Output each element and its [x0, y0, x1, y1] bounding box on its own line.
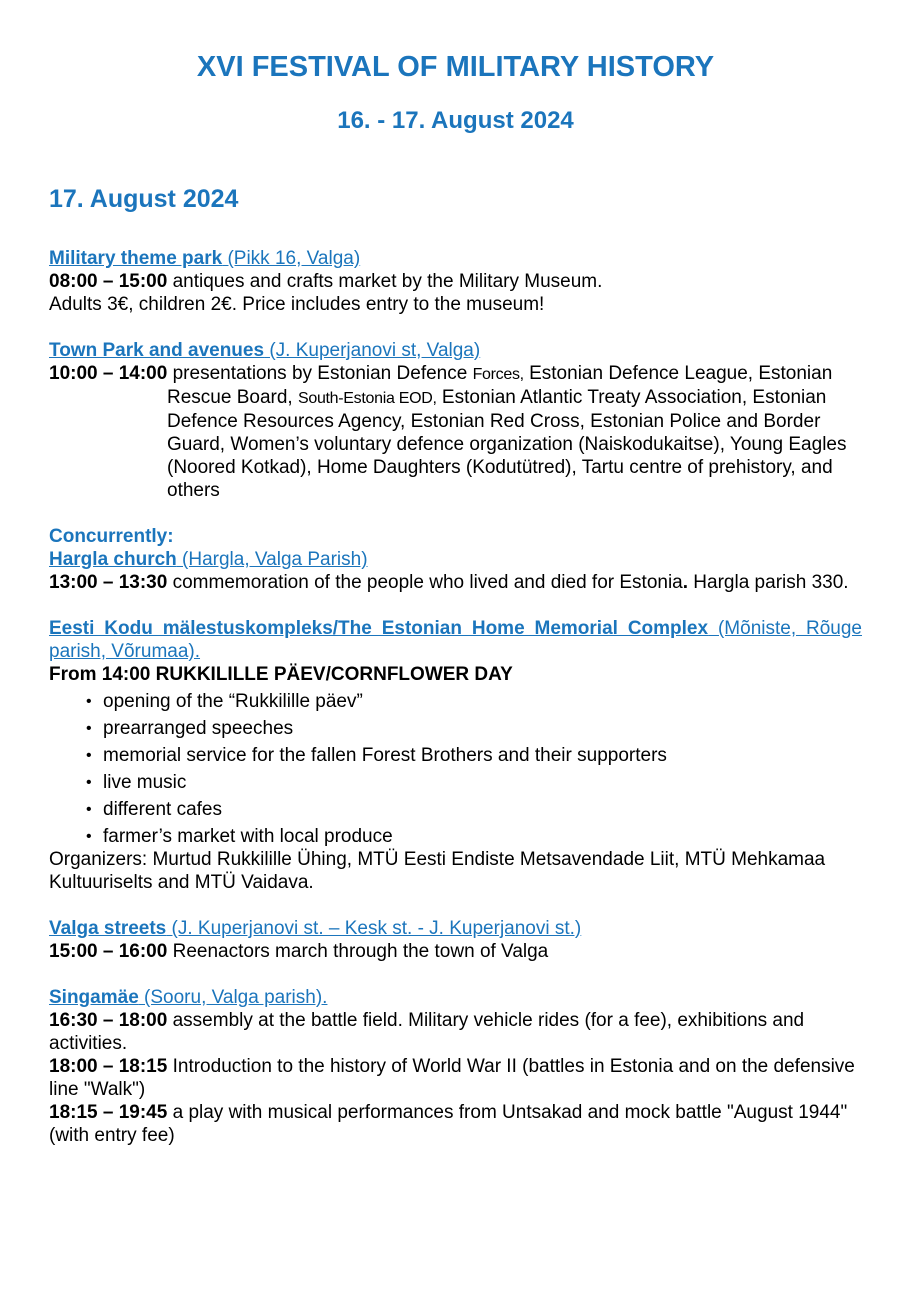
venue-heading-military-theme-park [49, 247, 862, 270]
bullet-item [49, 690, 862, 713]
event-line [49, 940, 862, 963]
festival-dates-subtitle: 16. - 17. August 2024 [337, 107, 574, 134]
bullet-item [49, 771, 862, 794]
venue-location-link[interactable]: (Hargla, Valga Parish) [176, 549, 368, 570]
event-time: 18:00 – 18:15 [49, 1056, 168, 1077]
venue-name-link[interactable]: Hargla church [49, 549, 177, 570]
event-line [49, 1055, 862, 1101]
bullet-text: opening of the “Rukkilille päev” [103, 691, 363, 712]
event-description: assembly at the battle field. Military vehicle rides (for a fee), exhibitions and activities. [49, 1010, 805, 1054]
bullet-text: prearranged speeches [103, 718, 294, 739]
bold-period: . [682, 572, 689, 593]
bullet-icon: • [86, 801, 92, 818]
event-line [49, 1101, 862, 1147]
event-description: Introduction to the history of World War II (battles in Estonia and on the defensive line "Walk") [49, 1056, 855, 1100]
event-description-part: presentations by Estonian Defence [167, 363, 473, 384]
day-heading: 17. August 2024 [49, 185, 239, 213]
venue-location-link[interactable]: (Sooru, Valga parish). [138, 987, 328, 1008]
bullet-item [49, 717, 862, 740]
venue-heading-eesti-kodu [49, 617, 862, 663]
bullet-icon: • [86, 828, 92, 845]
event-time: 16:30 – 18:00 [49, 1010, 168, 1031]
venue-location-link[interactable]: (J. Kuperjanovi st, Valga) [264, 340, 481, 361]
event-description-part: Estonian Defence League, Estonian Rescue Board, [167, 363, 833, 408]
section-valga-streets [49, 917, 862, 963]
event-time: 13:00 – 13:30 [49, 572, 168, 593]
event-description: a play with musical performances from Untsakad and mock battle "August 1944" (with entry fee) [49, 1102, 848, 1146]
bullet-text: different cafes [103, 799, 223, 820]
event-description: commemoration of the people who lived and died for Estonia [167, 572, 683, 593]
bullet-text: memorial service for the fallen Forest Brothers and their supporters [103, 745, 667, 766]
bullet-text: live music [103, 772, 187, 793]
event-line [49, 1009, 862, 1055]
event-description-part: Estonian Atlantic Treaty Association, Estonian Defence Resources Agency, Estonian Red Cross, Estonian Police and Border Guard, Women’s voluntary defence organization (Naiskodukaitse), Young Eagles (Noored Kotkad), Home Daughters (Kodutütred), Tartu centre of prehistory, and others [167, 387, 847, 501]
venue-location-link[interactable]: (Pikk 16, Valga) [222, 248, 361, 269]
event-line [49, 571, 862, 594]
page-title: XVI FESTIVAL OF MILITARY HISTORY [196, 51, 715, 83]
venue-name-link[interactable]: Valga streets [49, 918, 167, 939]
venue-heading-valga-streets [49, 917, 862, 940]
concurrently-label: Concurrently: [49, 526, 174, 547]
section-hargla-church [49, 525, 862, 594]
venue-heading-town-park [49, 339, 862, 362]
venue-name-link[interactable]: Military theme park [49, 248, 223, 269]
venue-name-link[interactable]: Town Park and avenues [49, 340, 265, 361]
venue-location-link[interactable]: (Mõniste, Rõuge parish, Võrumaa). [49, 618, 862, 662]
venue-name-link[interactable]: Singamäe [49, 987, 139, 1008]
bullet-icon: • [86, 774, 92, 791]
organizers-text: Organizers: Murtud Rukkilille Ühing, MTÜ Eesti Endiste Metsavendade Liit, MTÜ Mehkamaa Kultuuriselts and MTÜ Vaidava. [49, 849, 826, 893]
venue-heading-hargla-church [49, 548, 862, 571]
bullet-text: farmer’s market with local produce [103, 826, 393, 847]
event-line [49, 362, 862, 502]
event-time: 18:15 – 19:45 [49, 1102, 168, 1123]
event-description-tail: Hargla parish 330. [688, 572, 849, 593]
event-description: antiques and crafts market by the Military Museum. [167, 271, 603, 292]
bullet-item [49, 825, 862, 848]
event-description-narrow: Forces, [472, 366, 524, 383]
venue-location-link[interactable]: (J. Kuperjanovi st. – Kesk st. - J. Kuperjanovi st.) [166, 918, 582, 939]
bullet-icon: • [86, 747, 92, 764]
event-description: Reenactors march through the town of Valga [167, 941, 549, 962]
bullet-list [49, 690, 862, 848]
event-line [49, 270, 862, 293]
event-time: 15:00 – 16:00 [49, 941, 168, 962]
event-title: From 14:00 RUKKILILLE PÄEV/CORNFLOWER DAY [49, 664, 513, 685]
section-eesti-kodu [49, 617, 862, 894]
bullet-icon: • [86, 720, 92, 737]
bullet-icon: • [86, 693, 92, 710]
section-singamae [49, 986, 862, 1147]
section-military-theme-park [49, 247, 862, 316]
section-town-park [49, 339, 862, 502]
event-time: 08:00 – 15:00 [49, 271, 168, 292]
price-line: Adults 3€, children 2€. Price includes entry to the museum! [49, 294, 545, 315]
event-description-narrow: South-Estonia EOD, [297, 390, 437, 407]
bullet-item [49, 798, 862, 821]
venue-name-link[interactable]: Eesti Kodu mälestuskompleks/The Estonian Home Memorial Complex [49, 618, 709, 639]
event-time: 10:00 – 14:00 [49, 363, 168, 384]
bullet-item [49, 744, 862, 767]
venue-heading-singamae [49, 986, 862, 1009]
